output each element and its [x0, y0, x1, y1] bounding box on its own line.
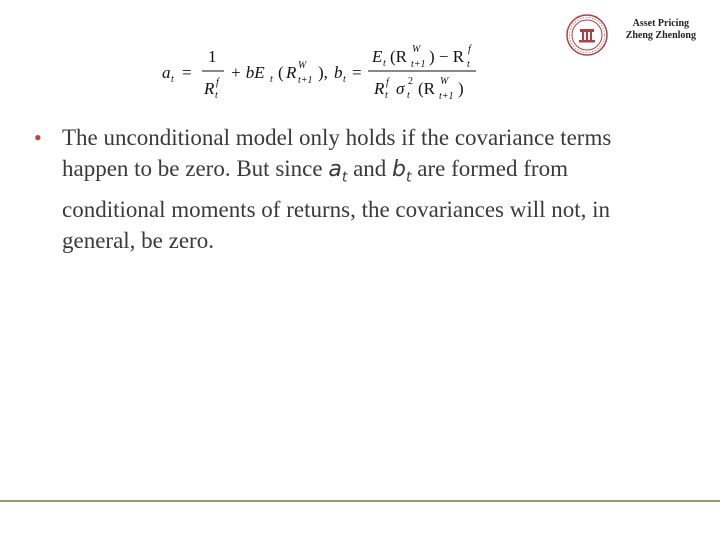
- formula-frac2-num-sup-f: f: [468, 44, 471, 55]
- body-line-2-and: and: [347, 156, 393, 181]
- formula-frac1-den: R: [204, 79, 215, 98]
- formula-frac2-den-sub-t: t: [385, 90, 388, 101]
- formula-frac2-num-E: E: [372, 47, 383, 66]
- body-line-2-start: happen to be zero. But since: [62, 156, 329, 181]
- formula-block: [158, 40, 488, 106]
- body-line-3: conditional moments of returns, the covariances will not, in: [62, 196, 611, 222]
- formula-frac1-num: 1: [208, 47, 217, 66]
- slide-body: [34, 122, 654, 256]
- formula-frac2-den-sup-w: W: [440, 76, 449, 87]
- course-title: Asset Pricing: [632, 18, 690, 29]
- formula-frac2-num-E-sub: t: [383, 58, 386, 69]
- author-name: Zheng Zhenlong: [625, 30, 696, 41]
- var-a-sub: t: [341, 169, 348, 186]
- formula-frac2-den-sup-f: f: [386, 77, 389, 88]
- formula-b-sub: t: [343, 74, 346, 85]
- var-b-sub: t: [406, 169, 412, 186]
- formula-frac2-den-sigma: σ: [396, 79, 405, 98]
- formula-frac2-den-sub: t+1: [439, 91, 454, 102]
- formula-frac2-den-sigma-sub: t: [407, 90, 410, 101]
- formula-frac2-den-sigma-sup: 2: [408, 76, 413, 87]
- formula-frac2-num-sup-w: W: [412, 44, 421, 55]
- formula-R-sub: t+1: [298, 75, 313, 86]
- bullet-text: [62, 122, 611, 256]
- var-b: b: [392, 157, 407, 182]
- footer-rule: [0, 500, 720, 502]
- formula-b: b: [334, 63, 343, 82]
- formula-frac1-den-sub: t: [215, 90, 218, 101]
- formula-R-sup: W: [298, 60, 307, 71]
- formula-a: a: [162, 63, 171, 82]
- university-seal-icon: [566, 14, 608, 56]
- formula-frac2-den-paren: (R: [418, 79, 435, 98]
- formula-frac2-den-close: ): [458, 79, 464, 98]
- formula-frac2-den-R: R: [374, 79, 385, 98]
- formula-frac2-num-sub: t+1: [411, 59, 426, 70]
- body-line-1: The unconditional model only holds if the covariance terms: [62, 125, 612, 150]
- formula-frac2-num-paren: (R: [390, 47, 407, 66]
- formula-plus-term: + bE: [230, 63, 265, 82]
- body-line-2: [62, 153, 611, 194]
- bullet-icon: •: [34, 125, 42, 150]
- formula-paren-open: (: [278, 63, 284, 82]
- bullet-item: [34, 122, 654, 256]
- formula-frac2-num-minus: ) − R: [429, 47, 465, 66]
- formula-plus-term-sub: t: [270, 74, 273, 85]
- formula-paren-close: ),: [318, 63, 328, 82]
- formula-eq2: =: [352, 63, 362, 82]
- formula-eq1: =: [182, 63, 192, 82]
- body-line-2-end: are formed from: [411, 156, 568, 181]
- var-a: a: [328, 157, 342, 182]
- formula-frac2-num-sub-t: t: [467, 59, 470, 70]
- formula-frac1-den-sup: f: [216, 77, 219, 88]
- formula-R: R: [286, 63, 297, 82]
- body-line-4: general, be zero.: [62, 227, 214, 253]
- formula-a-sub: t: [171, 74, 174, 85]
- slide-header: [626, 18, 696, 42]
